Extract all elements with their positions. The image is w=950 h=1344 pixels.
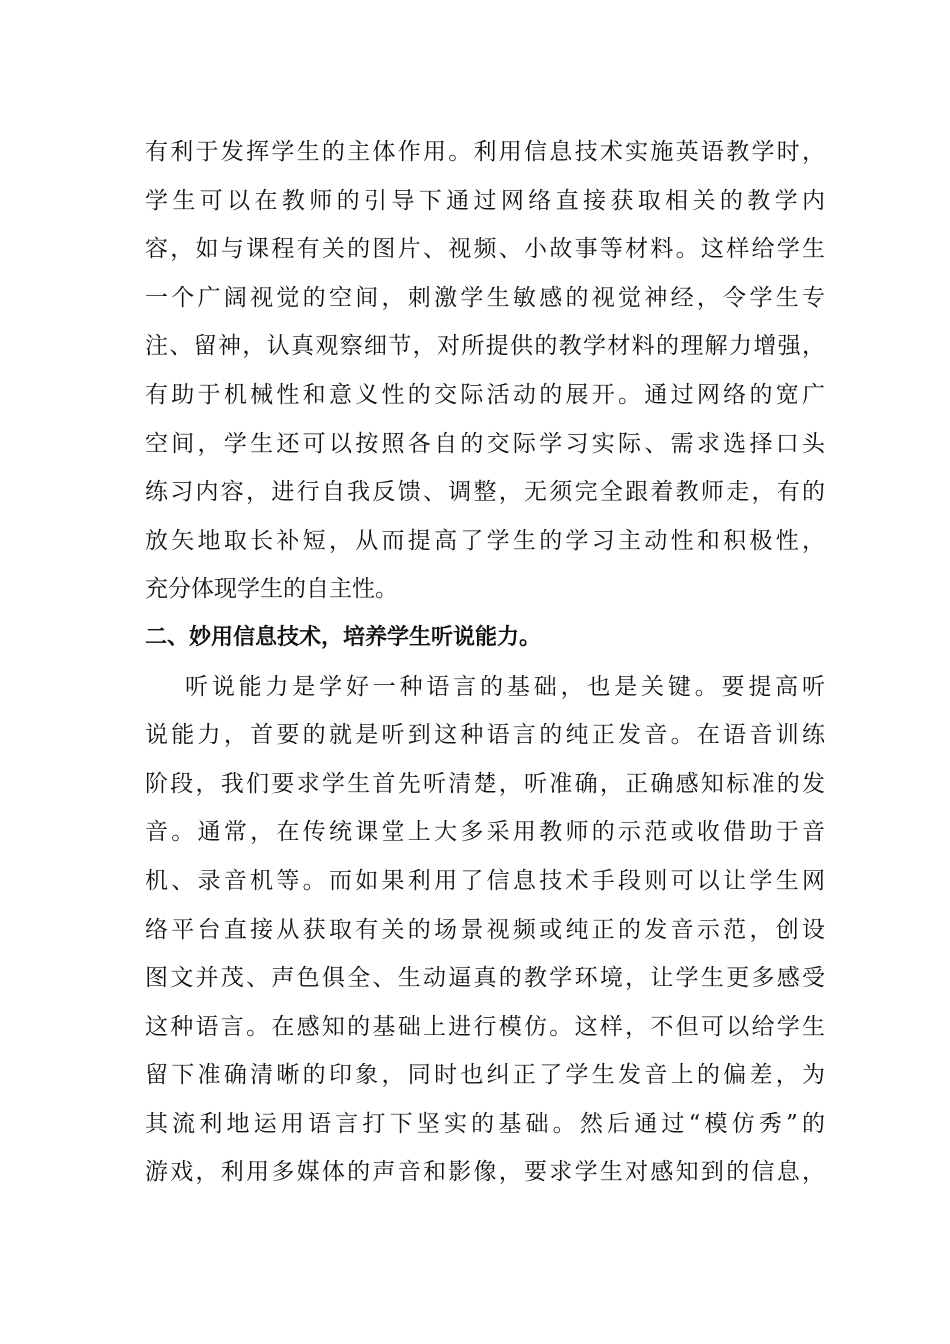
section-heading: 二、妙用信息技术，培养学生听说能力。 bbox=[145, 624, 542, 650]
text-line: 空间，学生还可以按照各自的交际学习实际、需求选择口头 bbox=[145, 430, 825, 457]
text-line: 放矢地取长补短，从而提高了学生的学习主动性和积极性， bbox=[145, 527, 825, 554]
text-line: 练习内容，进行自我反馈、调整，无须完全跟着教师走，有的 bbox=[145, 479, 825, 506]
text-line: 音。通常，在传统课堂上大多采用教师的示范或收借助于音 bbox=[145, 819, 825, 846]
text-line: 说能力，首要的就是听到这种语言的纯正发音。在语音训练 bbox=[145, 722, 825, 749]
text-line: 络平台直接从获取有关的场景视频或纯正的发音示范，创设 bbox=[145, 916, 825, 943]
text-line: 一个广阔视觉的空间，刺激学生敏感的视觉神经，令学生专 bbox=[145, 284, 825, 311]
text-line: 图文并茂、声色俱全、生动逼真的教学环境，让学生更多感受 bbox=[145, 965, 825, 992]
document-body bbox=[145, 128, 825, 1197]
text-line: 容，如与课程有关的图片、视频、小故事等材料。这样给学生 bbox=[145, 236, 825, 263]
text-line: 有助于机械性和意义性的交际活动的展开。通过网络的宽广 bbox=[145, 381, 825, 408]
text-line: 游戏，利用多媒体的声音和影像，要求学生对感知到的信息， bbox=[145, 1159, 825, 1186]
text-line: 注、留神，认真观察细节，对所提供的教学材料的理解力增强， bbox=[145, 333, 825, 360]
paragraph-first-line: 听说能力是学好一种语言的基础，也是关键。要提高听 bbox=[185, 673, 825, 700]
text-line: 这种语言。在感知的基础上进行模仿。这样，不但可以给学生 bbox=[145, 1013, 825, 1040]
text-line: 机、录音机等。而如果利用了信息技术手段则可以让学生网 bbox=[145, 867, 825, 894]
text-line: 阶段，我们要求学生首先听清楚，听准确，正确感知标准的发 bbox=[145, 770, 825, 797]
text-line: 充分体现学生的自主性。 bbox=[145, 576, 398, 603]
text-line: 学生可以在教师的引导下通过网络直接获取相关的教学内 bbox=[145, 187, 825, 214]
text-line: 其流利地运用语言打下坚实的基础。然后通过“模仿秀”的 bbox=[145, 1110, 825, 1137]
text-line: 留下准确清晰的印象，同时也纠正了学生发音上的偏差，为 bbox=[145, 1062, 825, 1089]
text-line: 有利于发挥学生的主体作用。利用信息技术实施英语教学时， bbox=[145, 139, 825, 165]
